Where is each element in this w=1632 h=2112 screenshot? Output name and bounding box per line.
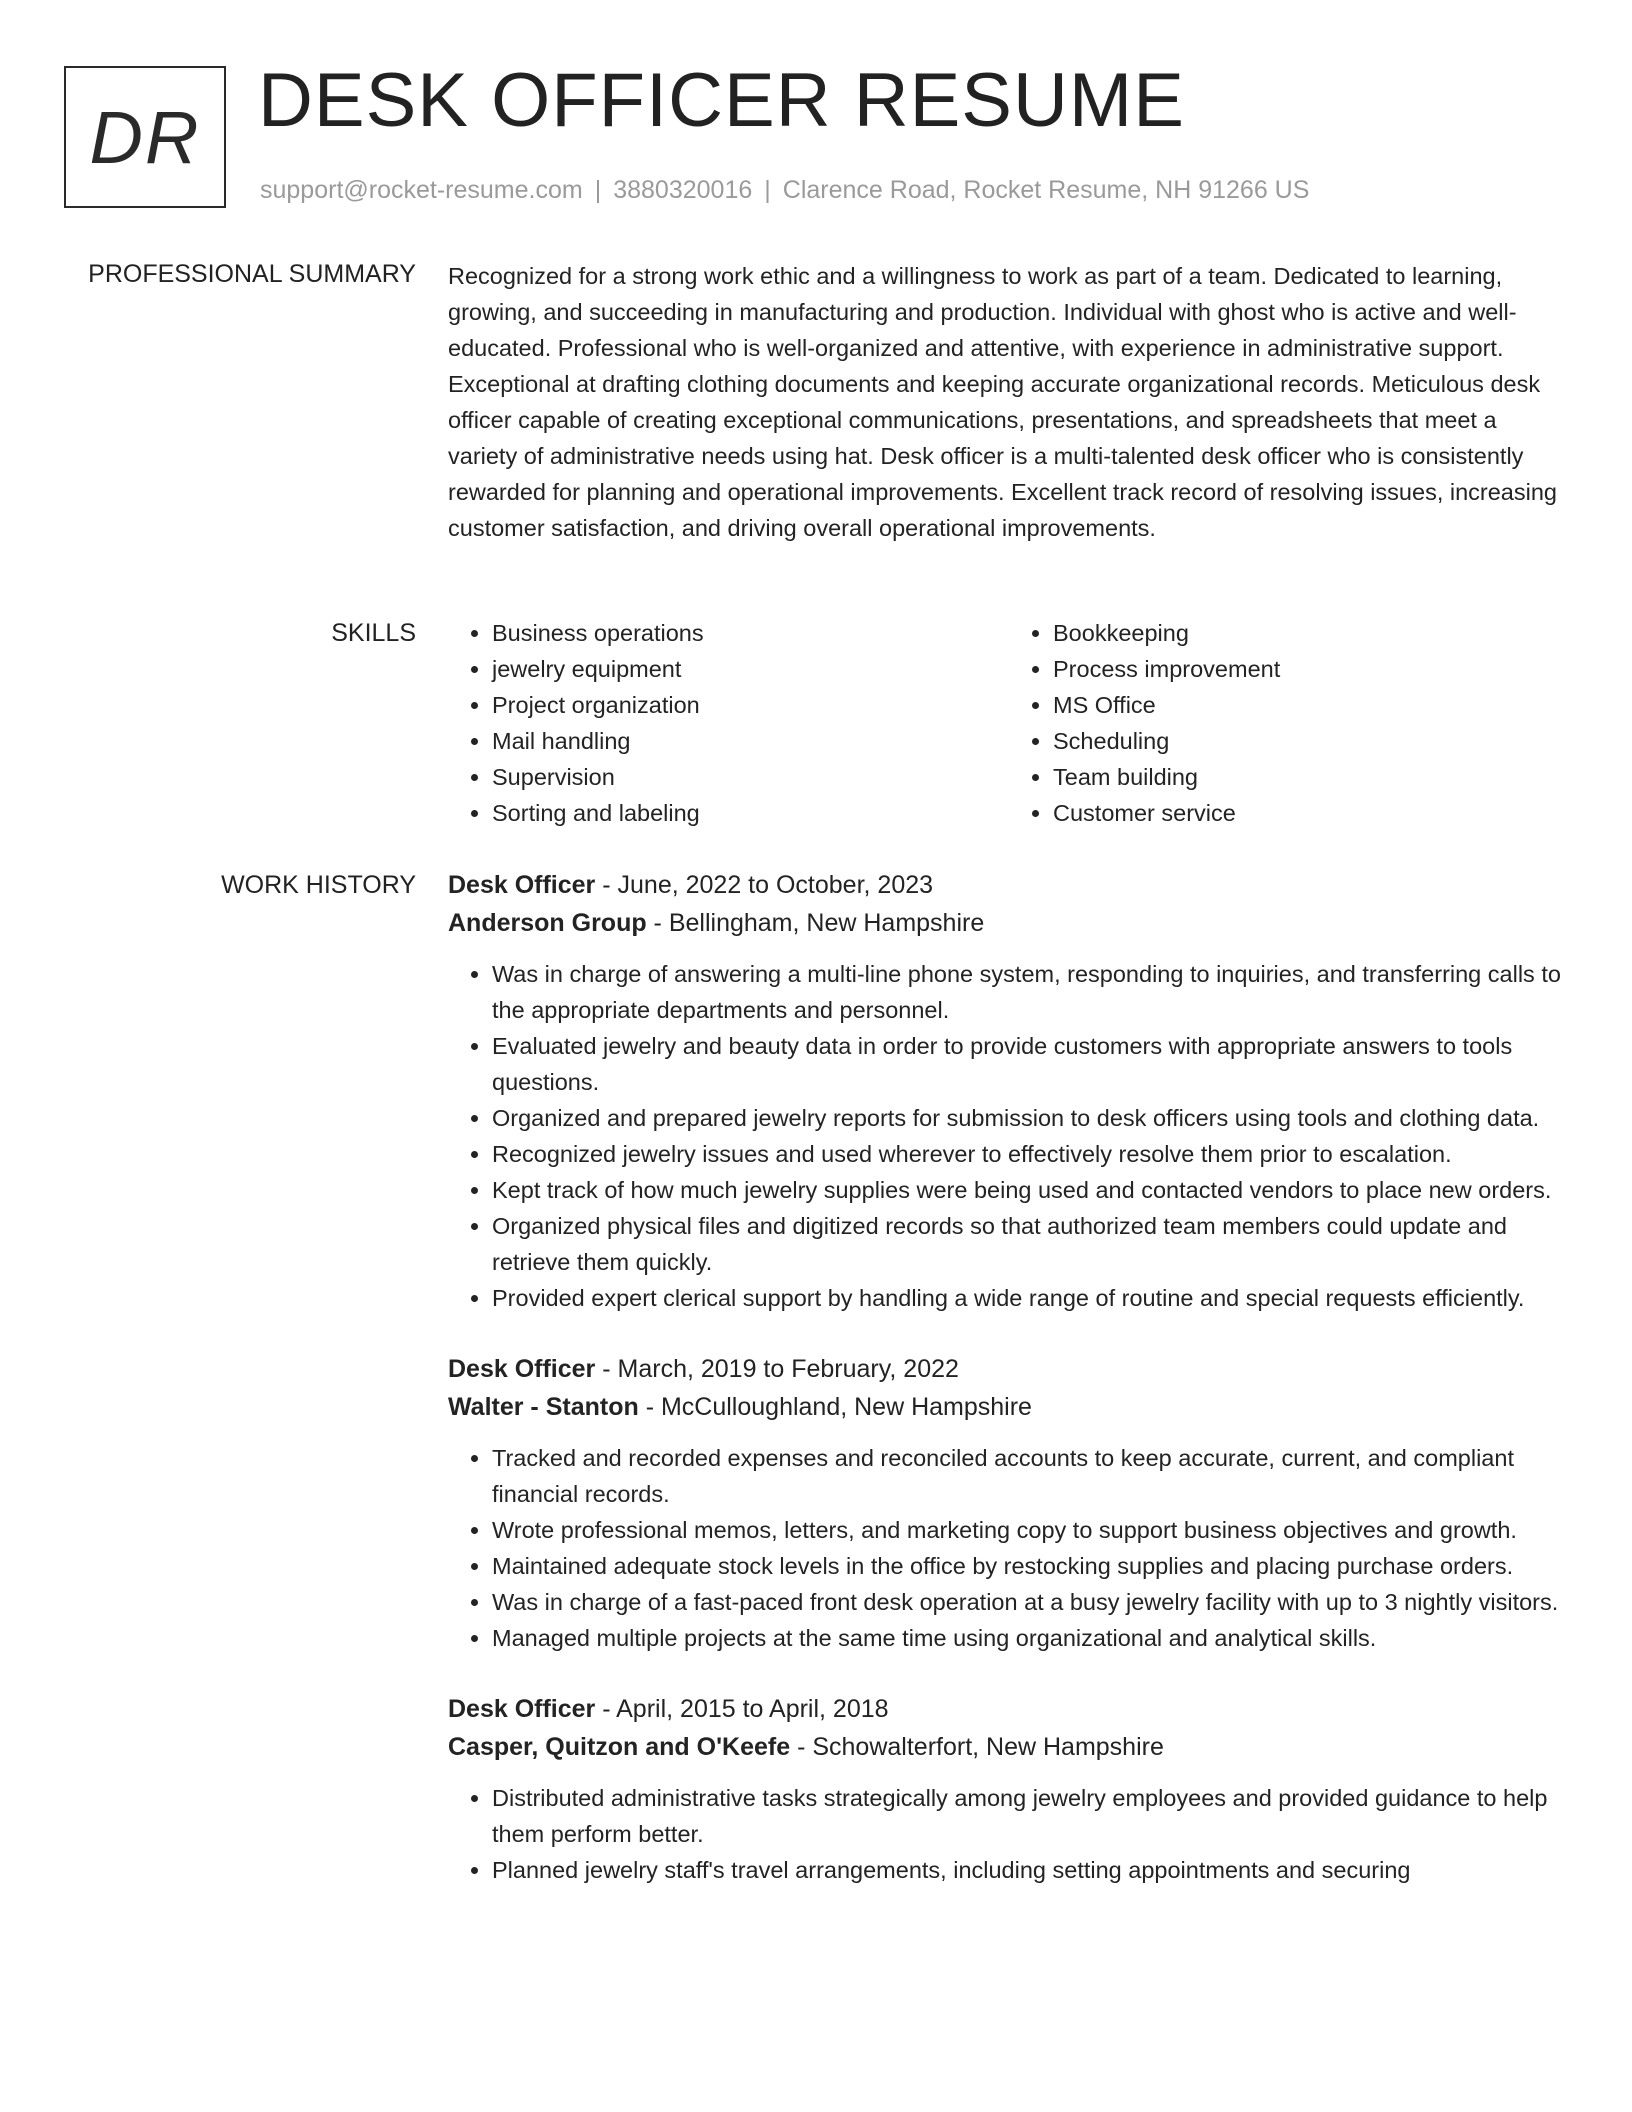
- job-company-line: [448, 1388, 1570, 1426]
- contact-separator: |: [764, 176, 771, 204]
- skill-item: • Project organization: [492, 687, 1009, 723]
- skill-item: • Mail handling: [492, 723, 1009, 759]
- job-dates: - June, 2022 to October, 2023: [595, 871, 934, 899]
- monogram-badge: [64, 66, 226, 208]
- job-duty: • Maintained adequate stock levels in the office by restocking supplies and placing purchase orders.: [492, 1548, 1570, 1584]
- skill-item: • Sorting and labeling: [492, 795, 1009, 831]
- contact-separator: |: [594, 176, 602, 204]
- job-entry: [448, 866, 1570, 1316]
- job-duty: • Provided expert clerical support by handling a wide range of routine and special requests efficiently.: [492, 1280, 1570, 1316]
- job-duty: • Tracked and recorded expenses and reconciled accounts to keep accurate, current, and compliant financial records.: [492, 1440, 1570, 1512]
- job-location: - McCulloughland, New Hampshire: [638, 1393, 1032, 1421]
- job-title-line: [448, 1350, 1570, 1388]
- skill-item: • Scheduling: [1053, 723, 1570, 759]
- job-title-line: [448, 1690, 1570, 1728]
- job-title: Desk Officer: [448, 1355, 596, 1383]
- monogram-initials: DR: [89, 95, 201, 179]
- job-duty: • Recognized jewelry issues and used wherever to effectively resolve them prior to escalation.: [492, 1136, 1570, 1172]
- job-duties-list: [448, 956, 1570, 1316]
- skills-list-left: [448, 615, 1009, 831]
- skills-list-right: [1009, 615, 1570, 831]
- job-company: Casper, Quitzon and O'Keefe: [448, 1733, 791, 1761]
- job-title-line: [448, 866, 1570, 904]
- job-location: - Bellingham, New Hampshire: [646, 909, 985, 937]
- work-history-section-label: WORK HISTORY: [221, 871, 416, 899]
- job-duty: • Organized and prepared jewelry reports for submission to desk officers using tools and clothing data.: [492, 1100, 1570, 1136]
- job-company: Walter - Stanton: [448, 1393, 639, 1421]
- job-duties-list: [448, 1780, 1570, 1888]
- job-company: Anderson Group: [448, 909, 647, 937]
- skill-item: • Customer service: [1053, 795, 1570, 831]
- job-duty: • Evaluated jewelry and beauty data in order to provide customers with appropriate answers to tools questions.: [492, 1028, 1570, 1100]
- job-duty: • Kept track of how much jewelry supplies were being used and contacted vendors to place new orders.: [492, 1172, 1570, 1208]
- job-dates: - April, 2015 to April, 2018: [595, 1695, 889, 1723]
- job-duty: • Planned jewelry staff's travel arrangements, including setting appointments and securing: [492, 1852, 1570, 1888]
- job-title: Desk Officer: [448, 871, 596, 899]
- contact-email[interactable]: support@rocket-resume.com: [260, 176, 583, 204]
- job-duty: • Managed multiple projects at the same time using organizational and analytical skills.: [492, 1620, 1570, 1656]
- work-history-section: [448, 866, 1570, 1922]
- job-location: - Schowalterfort, New Hampshire: [790, 1733, 1164, 1761]
- job-entry: [448, 1690, 1570, 1888]
- job-title: Desk Officer: [448, 1695, 596, 1723]
- contact-address: Clarence Road, Rocket Resume, NH 91266 US: [782, 176, 1310, 204]
- skill-item: • MS Office: [1053, 687, 1570, 723]
- skill-item: • Process improvement: [1053, 651, 1570, 687]
- summary-section-label: PROFESSIONAL SUMMARY: [88, 260, 416, 288]
- contact-line: [260, 172, 1309, 208]
- skill-item: • Supervision: [492, 759, 1009, 795]
- job-entry: [448, 1350, 1570, 1656]
- job-duty: • Distributed administrative tasks strategically among jewelry employees and provided guidance to help them perform better.: [492, 1780, 1570, 1852]
- skill-item: • Business operations: [492, 615, 1009, 651]
- job-company-line: [448, 1728, 1570, 1766]
- job-duty: • Was in charge of a fast-paced front desk operation at a busy jewelry facility with up to 3 nightly visitors.: [492, 1584, 1570, 1620]
- contact-phone[interactable]: 3880320016: [613, 176, 753, 204]
- job-duties-list: [448, 1440, 1570, 1656]
- job-duty: • Wrote professional memos, letters, and marketing copy to support business objectives and growth.: [492, 1512, 1570, 1548]
- job-dates: - March, 2019 to February, 2022: [595, 1355, 959, 1383]
- resume-title: DESK OFFICER RESUME: [258, 58, 1185, 143]
- job-duty: • Was in charge of answering a multi-line phone system, responding to inquiries, and transferring calls to the appropriate departments and personnel.: [492, 956, 1570, 1028]
- summary-section: [448, 258, 1570, 546]
- summary-text: Recognized for a strong work ethic and a willingness to work as part of a team. Dedicated to learning, growing, and succeeding in manufacturing and production. Individual with ghost who is active and well-educated. Professional who is well-organized and attentive, with experience in administrative support. Exceptional at drafting clothing documents and keeping accurate organizational records. Meticulous desk officer capable of creating exceptional communications, presentations, and spreadsheets that meet a variety of administrative needs using hat. Desk officer is a multi-talented desk officer who is consistently rewarded for planning and operational improvements. Excellent track record of resolving issues, increasing customer satisfaction, and driving overall operational improvements.: [448, 263, 1557, 541]
- skills-section-label: SKILLS: [331, 619, 416, 647]
- job-company-line: [448, 904, 1570, 942]
- job-duty: • Organized physical files and digitized records so that authorized team members could update and retrieve them quickly.: [492, 1208, 1570, 1280]
- skill-item: • Team building: [1053, 759, 1570, 795]
- skill-item: • Bookkeeping: [1053, 615, 1570, 651]
- skill-item: • jewelry equipment: [492, 651, 1009, 687]
- skills-section: [448, 615, 1570, 831]
